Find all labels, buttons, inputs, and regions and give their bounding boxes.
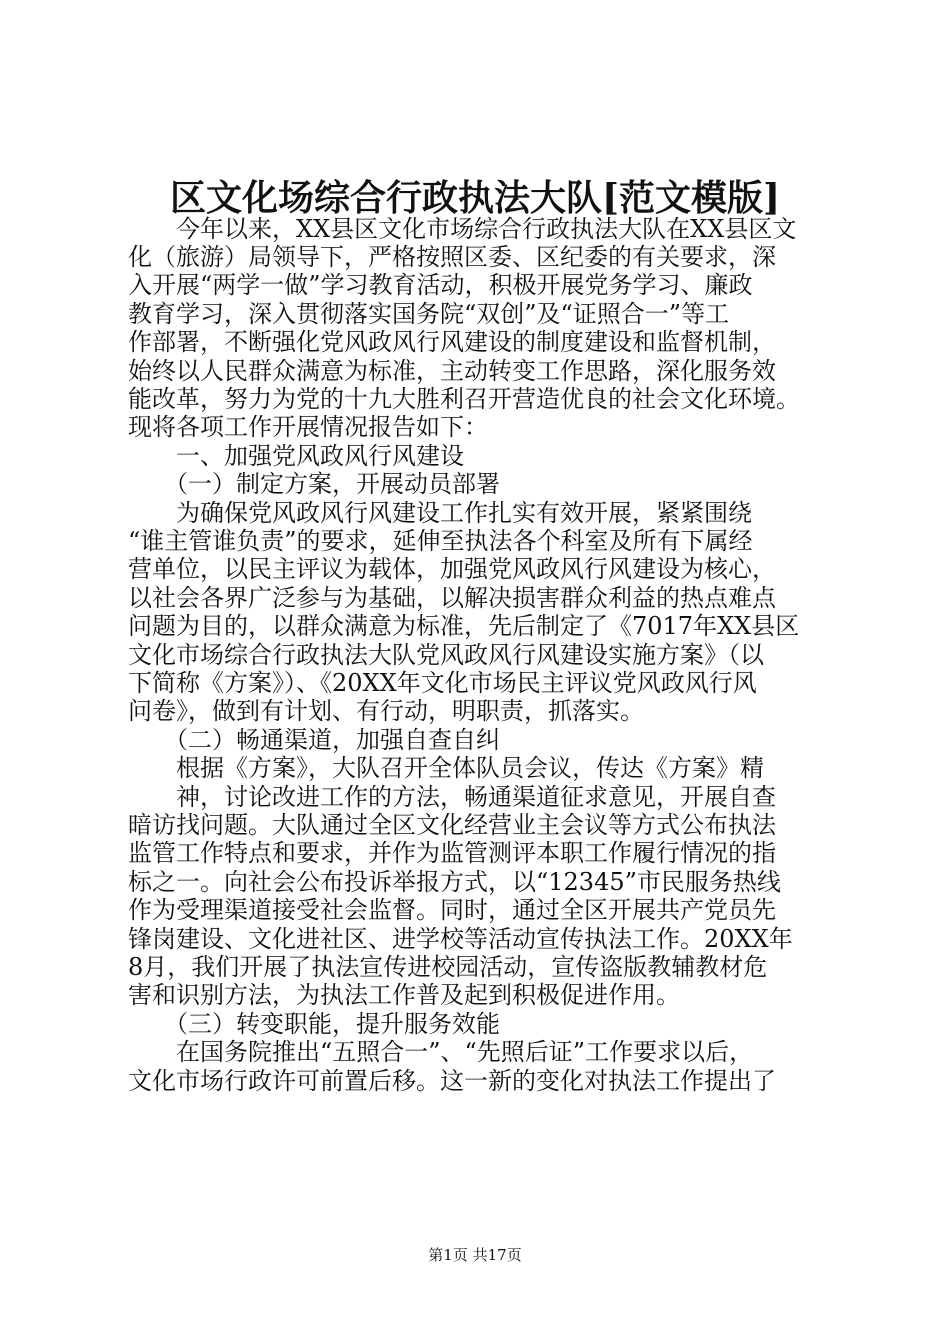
subsection-heading: （一）制定方案，开展动员部署 (128, 470, 500, 498)
page-footer: 第1页 共17页 (428, 1246, 522, 1264)
text-line: 作为受理渠道接受社会监督。同时，通过全区开展共产党员先 (128, 896, 776, 924)
text-line: 化（旅游）局领导下，严格按照区委、区纪委的有关要求，深 (128, 243, 776, 271)
text-line: 标之一。向社会公布投诉举报方式，以“12345”市民服务热线 (128, 868, 781, 896)
subsection-heading: （二）畅通渠道，加强自查自纠 (128, 726, 500, 754)
text-line: 监管工作特点和要求，并作为监管测评本职工作履行情况的指 (128, 839, 776, 867)
text-line: 问卷》，做到有计划、有行动，明职责，抓落实。 (128, 697, 644, 725)
text-line: 今年以来，XX县区文化市场综合行政执法大队在XX县区文 (128, 215, 797, 243)
text-line: 以社会各界广泛参与为基础，以解决损害群众利益的热点难点 (128, 584, 776, 612)
text-line: 暗访找问题。大队通过全区文化经营业主会议等方式公布执法 (128, 811, 776, 839)
text-line: 作部署，不断强化党风政风行风建设的制度建设和监督机制， (128, 328, 776, 356)
text-line: 害和识别方法，为执法工作普及起到积极促进作用。 (128, 981, 680, 1009)
text-line: 在国务院推出“五照合一”、“先照后证”工作要求以后， (128, 1038, 754, 1066)
section-heading: 一、加强党风政风行风建设 (128, 442, 464, 470)
text-line: 根据《方案》，大队召开全体队员会议，传达《方案》精 (128, 754, 764, 782)
text-line: “谁主管谁负责”的要求，延伸至执法各个科室及所有下属经 (128, 527, 753, 555)
text-line: 8月，我们开展了执法宣传进校园活动，宣传盗版教辅教材危 (128, 953, 768, 981)
text-line: 锋岗建设、文化进社区、进学校等活动宣传执法工作。20XX年 (128, 925, 793, 953)
text-line: 营单位，以民主评议为载体，加强党风政风行风建设为核心， (128, 555, 776, 583)
text-line: 文化市场行政许可前置后移。这一新的变化对执法工作提出了 (128, 1067, 776, 1095)
subsection-heading: （三）转变职能，提升服务效能 (128, 1010, 500, 1038)
text-line: 为确保党风政风行风建设工作扎实有效开展，紧紧围绕 (128, 499, 752, 527)
text-line: 能改革，努力为党的十九大胜利召开营造优良的社会文化环境。 (128, 385, 800, 413)
text-line: 问题为目的，以群众满意为标准，先后制定了《7017年XX县区 (128, 612, 800, 640)
text-line: 神，讨论改进工作的方法，畅通渠道征求意见，开展自查 (128, 783, 776, 811)
text-line: 文化市场综合行政执法大队党风政风行风建设实施方案》（以 (128, 641, 764, 669)
text-line: 现将各项工作开展情况报告如下： (128, 413, 488, 441)
text-line: 入开展“两学一做”学习教育活动，积极开展党务学习、廉政 (128, 271, 753, 299)
document-title: 区文化场综合行政执法大队[范文模版] (169, 177, 781, 219)
text-line: 教育学习，深入贯彻落实国务院“双创”及“证照合一”等工 (128, 300, 730, 328)
text-line: 始终以人民群众满意为标准，主动转变工作思路，深化服务效 (128, 357, 776, 385)
text-line: 下简称《方案》）、《20XX年文化市场民主评议党风政风行风 (128, 669, 757, 697)
